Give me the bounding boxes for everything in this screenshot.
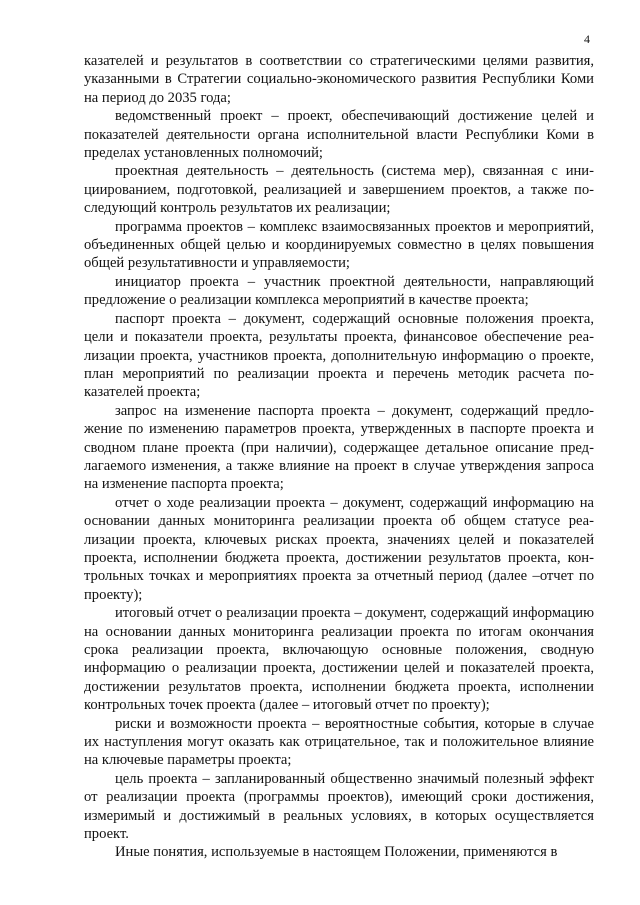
paragraph-progress-report: отчет о ходе реализации проекта – документ, содержащий информацию на основании данных мониторинга реализации проекта об общем статусе реализации проекта, ключевых рисках проекта, значениях целей и показателей проекта, исполнении бюджета проекта, достижении результатов проекта, контрольных точках и мероприятиях проекта за отчетный период (далее –отчет по проекту); xyxy=(84,494,594,603)
paragraph-other-terms: Иные понятия, используемые в настоящем Положении, применяются в xyxy=(115,844,558,861)
paragraph-risks: риски и возможности проекта – вероятностные события, которые в случае их наступления могут оказать как отрицательное, так и положительное влияние на ключевые параметры проекта; xyxy=(84,715,594,769)
page-number: 4 xyxy=(584,32,590,46)
paragraph-continuation: казателей и результатов в соответствии со стратегическими целями развития, указанными в Стратегии социально-экономического развития Республики Коми на период до 2035 года; xyxy=(84,53,594,106)
paragraph-passport-change-request: запрос на изменение паспорта проекта – документ, содержащий предложение по изменению параметров проекта, утвержденных в паспорте проекта и сводном плане проекта (при наличии), содержащее детальное описание предлагаемого изменения, а также влияние на проект в случае утверждения запроса на изменение паспорта проекта; xyxy=(84,402,594,493)
document-body xyxy=(84,52,594,862)
paragraph-final-report: итоговый отчет о реализации проекта – документ, содержащий информацию на основании данных мониторинга реализации проекта по итогам окончания срока реализации проекта, включающую основные положения, сводную информацию о реализации проекта, достижении целей и показателей проекта, достижении результатов проекта, исполнении бюджета проекта, исполнении контрольных точек проекта (далее – итоговый отчет по проекту); xyxy=(84,605,594,714)
paragraph-project-goal: цель проекта – запланированный общественно значимый полезный эффект от реализации проекта (программы проектов), имеющий сроки достижения, измеримый и достижимый в реальных условиях, в которых осуществляется проект. xyxy=(84,770,594,843)
paragraph-project-passport: паспорт проекта – документ, содержащий основные положения проекта, цели и показатели проекта, результаты проекта, финансовое обеспечение реализации проекта, участников проекта, дополнительную информацию о проекте, план мероприятий по реализации проекта и перечень методик расчета показателей проекта; xyxy=(84,310,594,401)
paragraph-project-activity: проектная деятельность – деятельность (система мер), связанная с инициированием, подготовкой, реализацией и завершением проектов, а также последующий контроль результатов их реализации; xyxy=(84,163,594,217)
paragraph-project-program: программа проектов – комплекс взаимосвязанных проектов и мероприятий, объединенных общей целью и координируемых совместно в целях повышения общей результативности и управляемости; xyxy=(84,218,594,272)
paragraph-project-initiator: инициатор проекта – участник проектной деятельности, направляющий предложение о реализации комплекса мероприятий в качестве проекта; xyxy=(84,273,594,309)
paragraph-departmental-project: ведомственный проект – проект, обеспечивающий достижение целей и показателей деятельности органа исполнительной власти Республики Коми в пределах установленных полномочий; xyxy=(84,108,594,162)
